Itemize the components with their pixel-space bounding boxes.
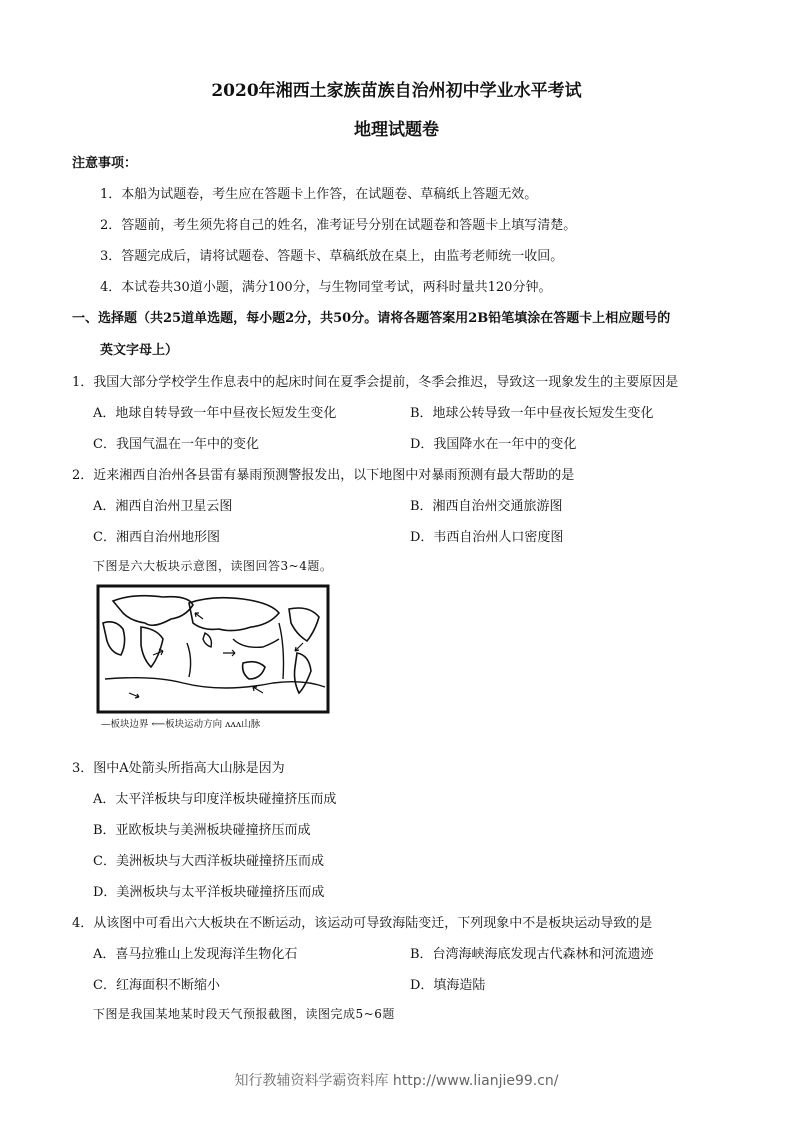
map-legend: —板块边界 ⟵板块运动方向 ᴧᴧᴧ山脉 [101,719,261,730]
intro-q3-q4: 下图是六大板块示意图，读图回答3~4题。 [93,559,333,573]
q4-option-a: A．喜马拉雅山上发现海洋生物化石 [93,947,298,962]
notice-heading: 注意事项： [72,156,138,171]
q4-stem: 4．从该图中可看出六大板块在不断运动，该运动可导致海陆变迁，下列现象中不是板块运动导致的是 [72,916,653,931]
page-footer-watermark: 知行教辅资料学霸资料库 http://www.lianjie99.cn/ [234,1073,559,1089]
q3-option-d: D．美洲板块与太平洋板块碰撞挤压而成 [93,885,325,900]
q3-option-c: C．美洲板块与大西洋板块碰撞挤压而成 [93,854,324,869]
notice-item-1: 1．本船为试题卷，考生应在答题卡上作答，在试题卷、草稿纸上答题无效。 [100,187,538,202]
q2-option-b: B．湘西自治州交通旅游图 [410,499,563,514]
q1-option-c: C．我国气温在一年中的变化 [93,437,259,452]
q3-option-b: B．亚欧板块与美洲板块碰撞挤压而成 [93,823,311,838]
q2-stem: 2．近来湘西自治州各县雷有暴雨预测警报发出，以下地图中对暴雨预测有最大帮助的是 [72,468,575,483]
q2-option-d: D．韦西自治州人口密度图 [410,530,564,545]
plate-tectonics-map [93,583,333,731]
q1-option-d: D．我国降水在一年中的变化 [410,437,577,452]
intro-q5-q6: 下图是我国某地某时段天气预报截图，读图完成5~6题 [93,1007,395,1021]
q2-option-a: A．湘西自治州卫星云图 [93,499,233,514]
q1-stem: 1．我国大部分学校学生作息表中的起床时间在夏季会提前，冬季会推迟，导致这一现象发生的主要原因是 [72,375,679,390]
q3-option-a: A．太平洋板块与印度洋板块碰撞挤压而成 [93,792,337,807]
notice-item-2: 2．答题前，考生须先将自己的姓名，准考证号分别在试题卷和答题卡上填写清楚。 [100,218,577,233]
q1-option-b: B．地球公转导致一年中昼夜长短发生变化 [410,406,654,421]
q2-option-c: C．湘西自治州地形图 [93,530,220,545]
q4-option-b: B．台湾海峡海底发现古代森林和河流遗迹 [410,947,654,962]
section1-heading-cont: 英文字母上） [100,343,179,358]
exam-title: 2020年湘西土家族苗族自治州初中学业水平考试 [211,81,582,101]
exam-subtitle: 地理试题卷 [354,120,439,140]
q1-option-a: A．地球自转导致一年中昼夜长短发生变化 [93,406,337,421]
q4-option-d: D．填海造陆 [410,978,486,993]
q4-option-c: C．红海面积不断缩小 [93,978,220,993]
section1-heading: 一、选择题（共25道单选题，每小题2分，共50分。请将各题答案用2B铅笔填涂在答题卡上相应题号的 [72,311,671,326]
notice-item-4: 4．本试卷共30道小题，满分100分，与生物同堂考试，两科时量共120分钟。 [100,280,552,295]
notice-item-3: 3．答题完成后，请将试题卷、答题卡、草稿纸放在桌上，由监考老师统一收回。 [100,249,564,264]
q3-stem: 3．图中A处箭头所指高大山脉是因为 [72,761,285,776]
